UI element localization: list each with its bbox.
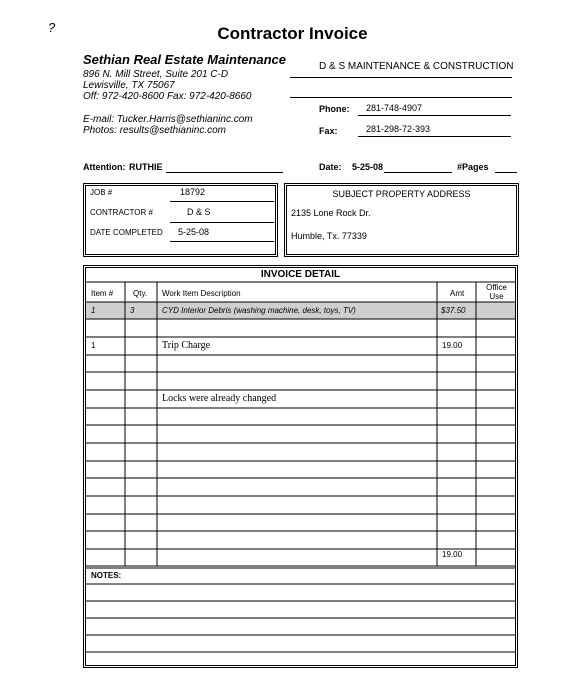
invoice-total: 19.00 [442, 550, 463, 559]
divider [290, 77, 512, 78]
notes-label: NOTES: [91, 571, 122, 580]
col-amount: Amt [450, 289, 465, 298]
row2-description: Trip Charge [162, 340, 211, 351]
company-photos: Photos: results@sethianinc.com [83, 125, 226, 136]
company-address-1: 896 N. Mill Street, Suite 201 C-D [83, 69, 229, 80]
divider [358, 136, 511, 137]
job-value: 18792 [180, 187, 206, 197]
fax-label: Fax: [319, 126, 338, 136]
phone-label: Phone: [319, 104, 350, 114]
phone-value: 281-748-4907 [366, 103, 423, 113]
pages-label: #Pages [457, 162, 489, 172]
divider [170, 241, 274, 242]
date-completed-label: DATE COMPLETED [90, 228, 163, 237]
row1-amount: $37.50 [441, 306, 466, 315]
attention-line [166, 172, 283, 173]
property-line-1: 2135 Lone Rock Dr. [291, 208, 371, 218]
row2-item: 1 [91, 341, 96, 350]
row2-amount: 19.00 [442, 341, 463, 350]
pages-line [495, 172, 517, 173]
contractor-value: D & S [187, 207, 211, 217]
contractor-name: D & S MAINTENANCE & CONSTRUCTION [319, 61, 514, 72]
cursor-marker: ? [48, 20, 56, 35]
date-completed-value: 5-25-08 [178, 227, 210, 237]
job-label: JOB # [90, 188, 113, 197]
date-label: Date: [319, 162, 342, 172]
col-office-use: Office Use [486, 283, 507, 301]
company-name: Sethian Real Estate Maintenance [83, 52, 287, 67]
divider [290, 97, 512, 98]
company-address-2: Lewisville, TX 75067 [83, 80, 175, 91]
contractor-label: CONTRACTOR # [90, 208, 153, 217]
divider [358, 115, 511, 116]
invoice-table [83, 265, 518, 668]
page-title: Contractor Invoice [217, 24, 368, 43]
date-value: 5-25-08 [352, 162, 384, 172]
property-line-2: Humble, Tx. 77339 [291, 231, 367, 241]
company-phone-fax: Off: 972-420-8600 Fax: 972-420-8660 [83, 91, 252, 102]
col-description: Work Item Description [162, 289, 241, 298]
company-email: E-mail: Tucker.Harris@sethianinc.com [83, 114, 253, 125]
col-item: Item # [91, 289, 114, 298]
table-grid [86, 268, 515, 665]
date-line [384, 172, 452, 173]
row1-item: 1 [91, 306, 96, 315]
attention-label: Attention: [83, 162, 126, 172]
attention-value: RUTHIE [129, 162, 163, 172]
fax-value: 281-298-72-393 [366, 124, 431, 134]
property-label: SUBJECT PROPERTY ADDRESS [332, 189, 471, 199]
row1-qty: 3 [130, 306, 135, 315]
divider [170, 201, 274, 202]
row1-description: CYD Interior Debris (washing machine, desk, toys, TV) [162, 306, 356, 315]
invoice-title: INVOICE DETAIL [260, 269, 341, 280]
row3-description: Locks were already changed [162, 393, 277, 404]
col-qty: Qty. [133, 289, 148, 298]
divider [170, 222, 274, 223]
